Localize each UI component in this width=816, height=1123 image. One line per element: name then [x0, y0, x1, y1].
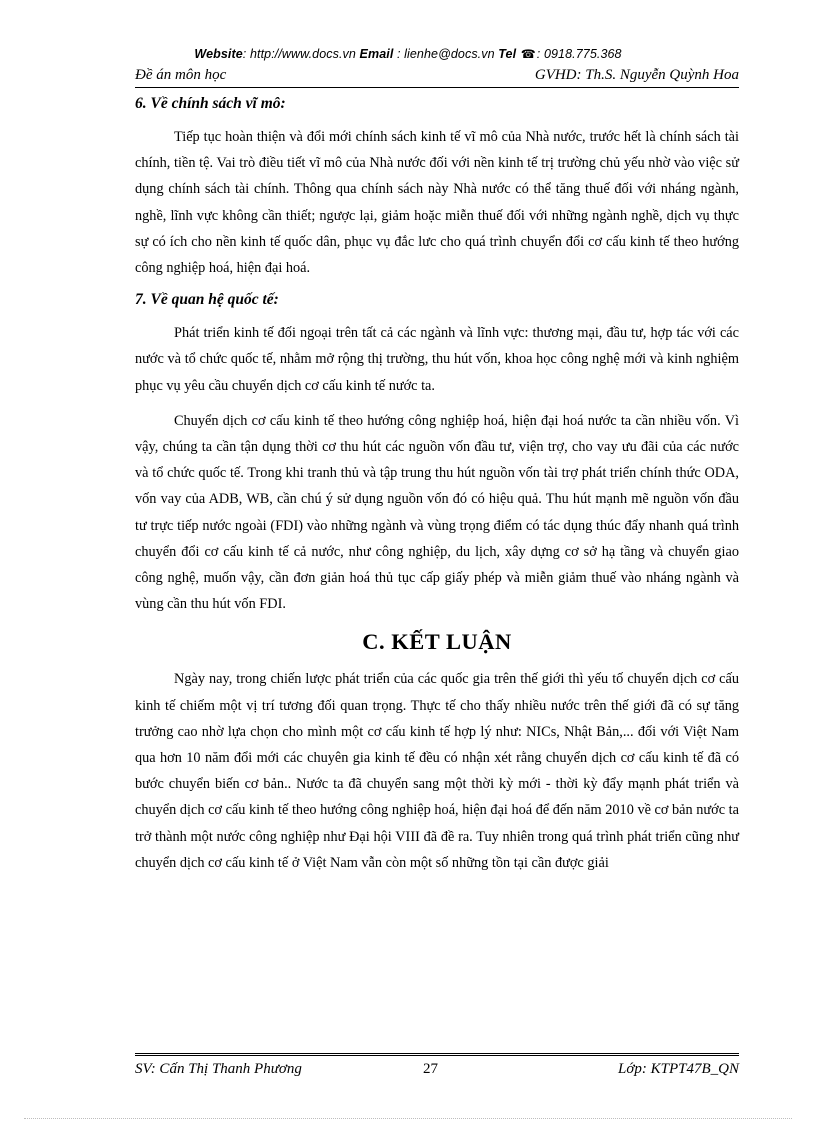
page-number: 27 [423, 1061, 438, 1077]
section-7-heading: 7. Về quan hệ quốc tế: [135, 291, 279, 309]
section-6-heading: 6. Về chính sách vĩ mô: [135, 95, 286, 112]
tel-value: : 0918.775.368 [536, 47, 622, 61]
website-value: : http://www.docs.vn [242, 47, 356, 61]
page-header [135, 67, 739, 88]
page-footer [135, 1053, 739, 1080]
email-label: Email [359, 47, 394, 61]
site-contact-bar [0, 47, 816, 61]
conclusion-paragraph: Ngày nay, trong chiến lược phát triển của các quốc gia trên thế giới thì yếu tố chuyển dịch cơ cấu kinh tế chiếm một vị trí tương đối quan trọng. Thực tế cho thấy nhiều nước trên thế giới đã có sự tăng trưởng cao nhờ lựa chọn cho mình một cơ cấu kinh tế hợp lý như: NICs, Nhật Bản,... đối với Việt Nam qua hơn 10 năm đổi mới các chuyên gia kinh tế đều có nhận xét rằng chuyển dịch cơ cấu kinh tế đã có bước chuyển biến cơ bản.. Nước ta đã chuyển sang một thời kỳ mới - thời kỳ đẩy mạnh phát triển và chuyển dịch cơ cấu kinh tế theo hướng công nghiệp hoá, hiện đại hoá để đến năm 2010 về cơ bản nước ta trở thành một nước công nghiệp như Đại hội VIII đã đề ra. Tuy nhiên trong quá trình phát triển cũng như chuyển dịch cơ cấu kinh tế ở Việt Nam vẫn còn một số những tồn tại cần được giải [135, 671, 739, 871]
header-advisor: GVHD: Th.S. Nguyễn Quỳnh Hoa [534, 67, 739, 83]
section-7-paragraph: Phát triển kinh tế đối ngoại trên tất cả các ngành và lĩnh vực: thương mại, đầu tư, hợp tác với các nước và tổ chức quốc tế, nhằm mở rộng thị trường, thu hút vốn, khoa học công nghệ mới và kinh nghiệm phục vụ yêu cầu chuyển dịch cơ cấu kinh tế nước ta. [135, 325, 739, 394]
section-7-paragraph: Chuyển dịch cơ cấu kinh tế theo hướng công nghiệp hoá, hiện đại hoá nước ta cần nhiều vốn. Vì vậy, chúng ta cần tận dụng thời cơ thu hút các nguồn vốn đầu tư, viện trợ, cho vay ưu đãi của các nước và tổ chức quốc tế. Trong khi tranh thủ và tập trung thu hút nguồn vốn tài trợ phát triển chính thức ODA, vốn vay của ADB, WB, cần chú ý sử dụng nguồn vốn đó có hiệu quả. Thu hút mạnh mẽ nguồn vốn đầu tư trực tiếp nước ngoài (FDI) vào những ngành và vùng trọng điểm có tác dụng thúc đẩy nhanh quá trình chuyển đổi cơ cấu kinh tế cả nước, như công nghiệp, du lịch, xây dựng cơ sở hạ tầng và chuyển giao công nghệ, muốn vậy, cần đơn giản hoá thủ tục cấp giấy phép và miễn giảm thuế vào nháng ngành và vùng cần thu hút vốn FDI. [135, 412, 739, 613]
page-content [135, 93, 739, 876]
footer-student: SV: Cấn Thị Thanh Phương [135, 1061, 302, 1077]
header-course: Đề án môn học [135, 67, 227, 83]
page-edge-divider [24, 1118, 792, 1119]
conclusion-title: C. KẾT LUẬN [362, 629, 512, 655]
phone-icon: ☎ [520, 47, 536, 61]
website-label: Website [194, 47, 243, 61]
section-6-paragraph: Tiếp tục hoàn thiện và đổi mới chính sách kinh tế vĩ mô của Nhà nước, trước hết là chính sách tài chính, tiền tệ. Vai trò điều tiết vĩ mô của Nhà nước đối với nền kinh tế trị trường chủ yếu nhờ vào việc sử dụng chính sách tài chính. Thông qua chính sách này Nhà nước có thể tăng thuế đối với nháng ngành, nghề, lĩnh vực không cần thiết; ngược lại, giảm hoặc miễn thuế đối với những ngành nghề, dịch vụ thực sự có ích cho nền kinh tế quốc dân, phục vụ đắc lưc cho quá trình chuyển đổi cơ cấu kinh tế theo hướng công nghiệp hoá, hiện đại hoá. [135, 129, 739, 277]
email-value: : lienhe@docs.vn [396, 47, 495, 61]
tel-label: Tel [498, 47, 517, 61]
footer-class: Lớp: KTPT47B_QN [618, 1061, 739, 1077]
